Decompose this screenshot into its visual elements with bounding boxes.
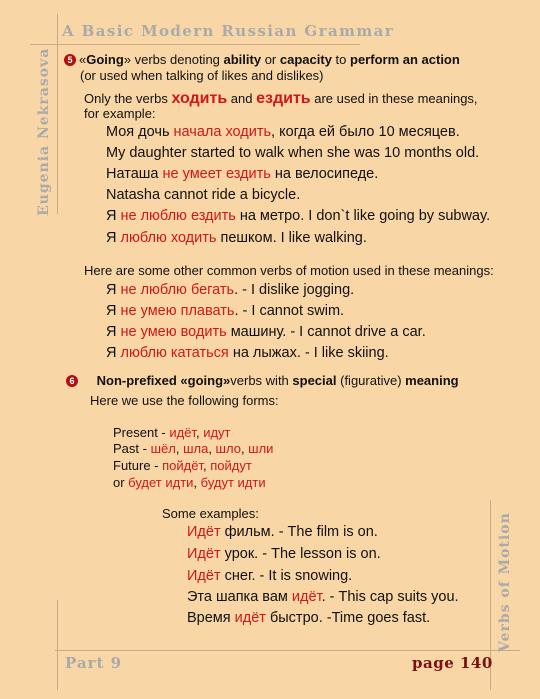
example-line: Идёт урок. - The lesson is on.	[187, 546, 381, 562]
section5-subheading: (or used when talking of likes and dislikes)	[80, 68, 324, 83]
example-line: Я люблю ходить пешком. I like walking.	[106, 230, 367, 246]
section6-some-examples: Some examples:	[162, 506, 259, 521]
form-future: Future - пойдёт, пойдут	[113, 458, 252, 473]
section6-intro: Here we use the following forms:	[90, 393, 279, 408]
side-author: Eugenia Nekrasova	[36, 47, 52, 216]
footer-overline	[55, 650, 520, 651]
example-line: Я люблю кататься на лыжах. - I like skiing.	[106, 345, 389, 361]
section5-heading: 5 «Going» verbs denoting ability or capacity to perform an action	[64, 52, 460, 67]
example-line: My daughter started to walk when she was 10 months old.	[106, 145, 480, 161]
form-or: or будет идти, будут идти	[113, 475, 266, 490]
footer-page: page 140	[412, 654, 493, 672]
example-line: Идёт фильм. - The film is on.	[187, 524, 378, 540]
section6-bullet: 6	[66, 375, 78, 387]
header-title: A Basic Modern Russian Grammar	[62, 22, 395, 40]
section6-heading: 6 Non-prefixed «going»verbs with special (figurative) meaning	[66, 373, 459, 388]
example-line: Идёт снег. - It is snowing.	[187, 568, 353, 584]
section5-others-intro: Here are some other common verbs of motion used in these meanings:	[84, 263, 494, 278]
example-line: Natasha cannot ride a bicycle.	[106, 187, 301, 203]
example-line: Время идёт быстро. -Time goes fast.	[187, 610, 431, 626]
side-topic: Verbs of Motion	[497, 512, 513, 652]
section5-intro: Only the verbs ходить and ездить are used in these meanings,	[84, 90, 478, 107]
example-line: Я не люблю ездить на метро. I don`t like going by subway.	[106, 208, 491, 224]
form-present: Present - идёт, идут	[113, 425, 231, 440]
section5-bullet: 5	[64, 54, 76, 66]
example-line: Я не люблю бегать. - I dislike jogging.	[106, 282, 355, 298]
header-underline	[30, 44, 360, 45]
footer-left-rule	[57, 600, 58, 690]
example-line: Моя дочь начала ходить, когда ей было 10 месяцев.	[106, 124, 460, 140]
example-line: Я не умею водить машину. - I cannot drive a car.	[106, 324, 426, 340]
example-line: Наташа не умеет ездить на велосипеде.	[106, 166, 379, 182]
section5-intro-2: for example:	[84, 106, 156, 121]
example-line: Я не умею плавать. - I cannot swim.	[106, 303, 345, 319]
form-past: Past - шёл, шла, шло, шли	[113, 441, 274, 456]
footer-part: Part 9	[65, 654, 123, 672]
example-line: Эта шапка вам идёт. - This cap suits you.	[187, 589, 459, 605]
